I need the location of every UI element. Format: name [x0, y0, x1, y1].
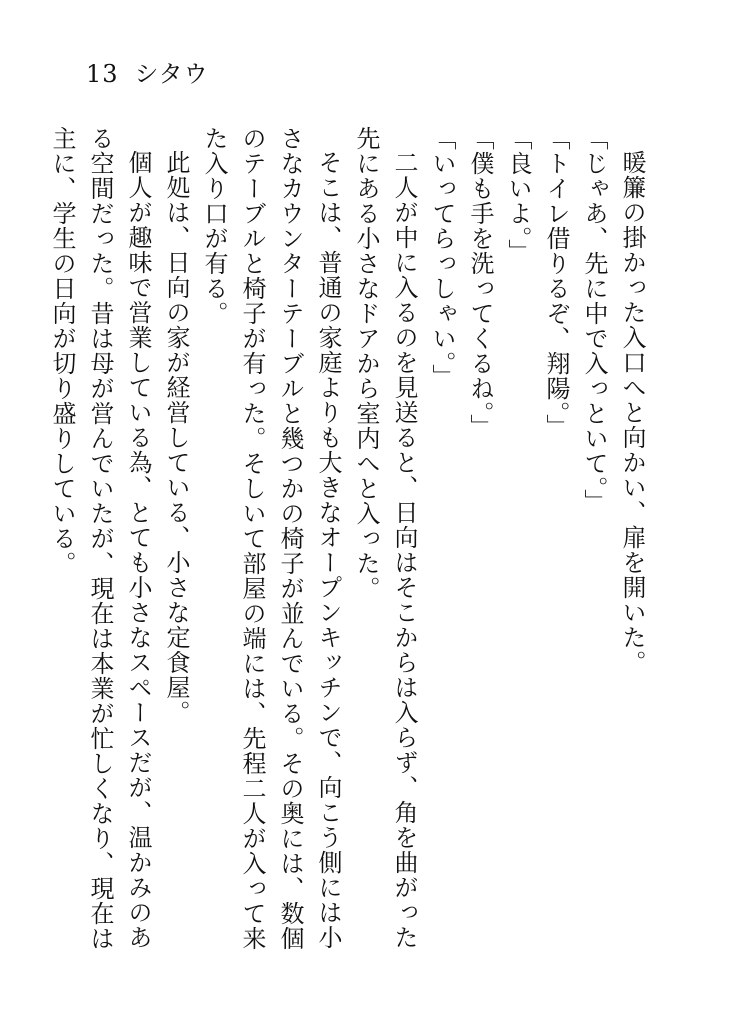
page-number: 13 [86, 60, 119, 88]
dialogue-line: 「トイレ借りるぞ、翔陽。」 [542, 126, 570, 439]
dialogue-line: 「いってらっしゃい。」 [428, 126, 456, 389]
paragraph: 暖簾の掛かった入口へと向かい、扉を開いた。 [618, 150, 646, 675]
paragraph: 二人が中に入るのを見送ると、日向はそこからは入らず、角を曲がった先にある小さなドアから室内へと入った。 [352, 126, 418, 950]
paragraph: そこは、普通の家庭よりも大きなオープンキッチンで、向こう側には小さなカウンターテーブルと幾つかの椅子が並んでいる。その奥には、数個のテーブルと椅子が有った。そしいて部屋の端には、先程二人が入って来た入り口が有る。 [200, 126, 342, 951]
paragraph: 此処は、日向の家が経営している、小さな定食屋。 [162, 150, 190, 725]
dialogue-line: 「じゃあ、先に中で入っといて。」 [580, 126, 608, 514]
chapter-title: シタウ [134, 60, 209, 88]
paragraph: 個人が趣味で営業している為、とても小さなスペースだが、温かみのある空間だった。昔は母が営んでいたが、現在は本業が忙しくなり、現在は主に、学生の日向が切り盛りしている。 [48, 126, 152, 951]
dialogue-line: 「良いよ。」 [504, 126, 532, 264]
vertical-body-text [43, 126, 651, 956]
dialogue-line: 「僕も手を洗ってくるね。」 [466, 126, 494, 439]
page-header [86, 54, 209, 89]
